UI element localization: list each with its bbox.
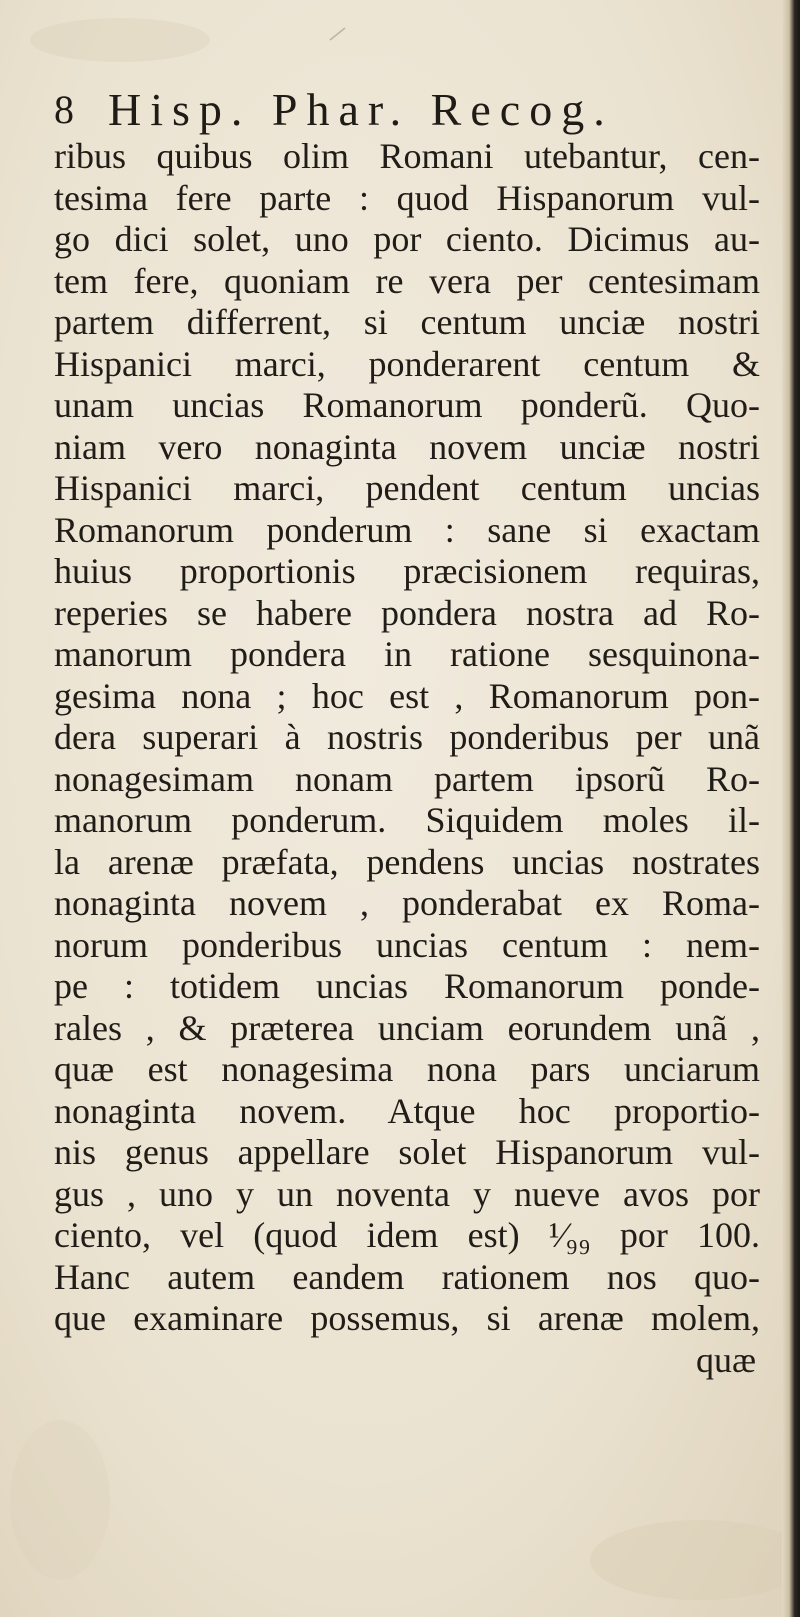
text-line: tesima fere parte : quod Hispanorum vul-	[54, 177, 760, 218]
body-text	[54, 136, 760, 1381]
page-edge-shadow	[782, 0, 800, 1617]
text-line: Hispanici marci, ponderarent centum &	[54, 343, 760, 384]
text-line: norum ponderibus uncias centum : nem-	[54, 924, 760, 965]
text-line: nis genus appellare solet Hispanorum vul-	[54, 1132, 760, 1172]
text-line: huius proportionis præcisionem requiras,	[54, 551, 760, 591]
text-line: que examinare possemus, si arenæ molem,	[54, 1298, 760, 1338]
text-line: niam vero nonaginta novem unciæ nostri	[54, 426, 760, 467]
text-line: tem fere, quoniam re vera per centesimam	[54, 260, 760, 301]
text-line: manorum ponderum. Siquidem moles il-	[54, 800, 760, 840]
text-line: Hanc autem eandem rationem nos quo-	[54, 1256, 760, 1297]
text-line: nonaginta novem , ponderabat ex Roma-	[54, 883, 760, 923]
text-line: quæ est nonagesima nona pars unciarum	[54, 1049, 760, 1089]
text-line: manorum pondera in ratione sesquinona-	[54, 634, 760, 674]
text-line: dera superari à nostris ponderibus per unã	[54, 717, 760, 757]
text-line: pe : totidem uncias Romanorum ponde-	[54, 966, 760, 1006]
text-line: nonaginta novem. Atque hoc proportio-	[54, 1090, 760, 1131]
text-line: partem differrent, si centum unciæ nostri	[54, 302, 760, 342]
text-line: la arenæ præfata, pendens uncias nostrates	[54, 841, 760, 882]
text-line: go dici solet, uno por ciento. Dicimus au-	[54, 219, 760, 259]
page-header	[54, 84, 760, 136]
text-line: Hispanici marci, pendent centum uncias	[54, 468, 760, 508]
running-head: Hisp. Phar. Recog.	[108, 84, 614, 135]
text-line: gesima nona ; hoc est , Romanorum pon-	[54, 675, 760, 716]
catchword: quæ	[695, 1339, 756, 1380]
text-line: unam uncias Romanorum ponderũ. Quo-	[54, 385, 760, 425]
text-line: gus , uno y un noventa y nueve avos por	[54, 1173, 760, 1214]
text-line: ciento, vel (quod idem est) ¹⁄₉₉ por 100.	[54, 1215, 760, 1255]
text-line: ribus quibus olim Romani utebantur, cen-	[54, 136, 760, 176]
text-line: reperies se habere pondera nostra ad Ro-	[54, 592, 760, 633]
text-line: rales , & præterea unciam eorundem unã ,	[54, 1007, 760, 1048]
page-number: 8	[54, 87, 74, 132]
text-line: nonagesimam nonam partem ipsorũ Ro-	[54, 758, 760, 799]
text-line: Romanorum ponderum : sane si exactam	[54, 509, 760, 550]
